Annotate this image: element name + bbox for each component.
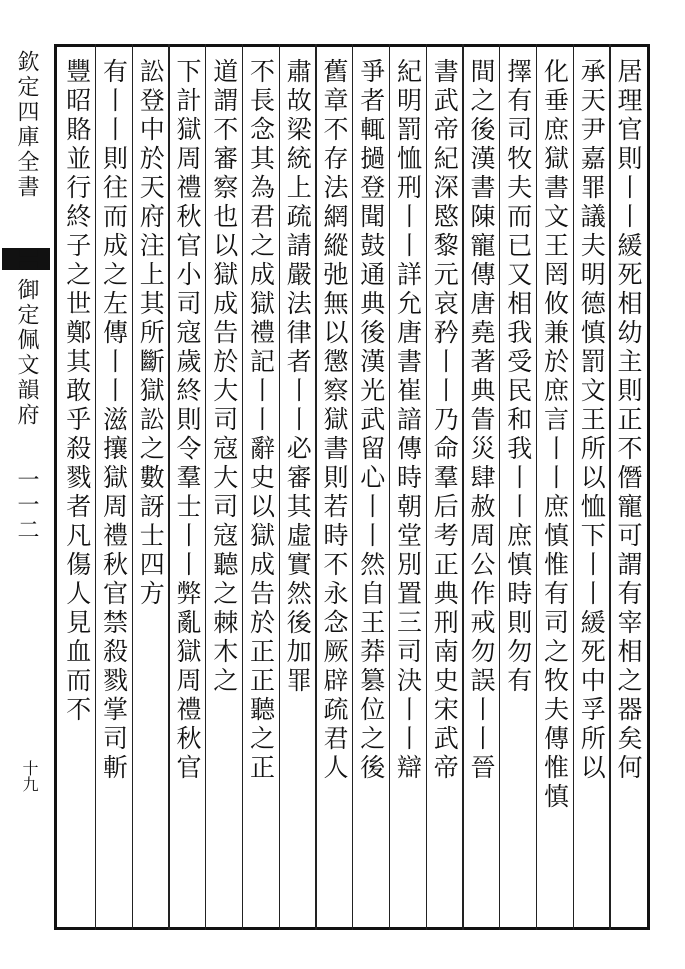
text-column: 肅故梁統上疏請嚴法律者丨丨必審其虛實然後加罪 bbox=[283, 58, 313, 696]
margin-separator: 〓 bbox=[2, 248, 50, 270]
column-rule bbox=[352, 44, 353, 930]
column-rule bbox=[315, 44, 316, 930]
column-rule bbox=[389, 44, 390, 930]
column-rule bbox=[536, 44, 537, 930]
column-rule bbox=[279, 44, 280, 930]
margin-work-title: 御定佩文韻府 bbox=[14, 278, 39, 428]
text-column: 紀明罰恤刑丨丨詳允唐書崔諳傳時朝堂別置三司決丨丨辯 bbox=[393, 58, 423, 783]
text-column: 間之後漢書陳寵傳唐堯著典眚災肆赦周公作戒勿誤丨丨晉 bbox=[467, 58, 496, 783]
text-column: 不長念其為君之成獄禮記丨丨辭史以獄成告於正正聽之正 bbox=[246, 58, 276, 783]
text-column: 爭者輒撾登聞鼓通典後漢光武留心丨丨然自王莽篡位之後 bbox=[356, 58, 386, 783]
text-column: 訟登中於天府注上其所斷獄訟之數訝士四方 bbox=[136, 58, 166, 609]
text-column: 居理官則丨丨緩死相幼主則正不僭寵可謂有宰相之器矣何 bbox=[614, 58, 643, 783]
column-rule bbox=[168, 44, 169, 930]
column-rule bbox=[573, 44, 574, 930]
text-column: 有丨丨則往而成之左傳丨丨滋攘獄周禮秋官禁殺戮掌司斬 bbox=[99, 58, 129, 783]
column-rule bbox=[132, 44, 133, 930]
text-column: 書武帝紀深愍黎元哀矜丨丨乃命羣后考正典刑南史宋武帝 bbox=[430, 58, 460, 783]
text-column: 擇有司牧夫而已又相我受民和我丨丨庶慎時則勿有 bbox=[503, 58, 533, 696]
column-rule bbox=[609, 44, 610, 930]
margin-column bbox=[2, 50, 50, 950]
text-column: 豐昭賂並行終子之世鄭其敢乎殺戮者凡傷人見血而不 bbox=[62, 58, 92, 725]
text-column: 舊章不存法網縱弛無以懲察獄書則若時不永念厥辟疏君人 bbox=[320, 58, 349, 783]
text-column: 道謂不審察也以獄成告於大司寇大司寇聽之棘木之 bbox=[209, 58, 239, 696]
column-rule bbox=[205, 44, 206, 930]
column-rule bbox=[95, 44, 96, 930]
column-rule bbox=[426, 44, 427, 930]
column-rule bbox=[462, 44, 463, 930]
text-column: 下計獄周禮秋官小司寇歲終則令羣士丨丨弊亂獄周禮秋官 bbox=[173, 58, 202, 783]
column-rule bbox=[242, 44, 243, 930]
margin-book-title: 欽定四庫全書 bbox=[14, 50, 39, 200]
margin-volume: 一一二 bbox=[14, 468, 39, 543]
text-column: 化垂庶獄書文王罔攸兼於庶言丨丨庶慎惟有司之牧夫傳惟慎 bbox=[540, 58, 570, 812]
column-rule bbox=[499, 44, 500, 930]
page-number: 十九 bbox=[20, 760, 39, 792]
text-column: 承天尹嘉罪議夫明德慎罰文王所以恤下丨丨緩死中孚所以 bbox=[577, 58, 607, 783]
